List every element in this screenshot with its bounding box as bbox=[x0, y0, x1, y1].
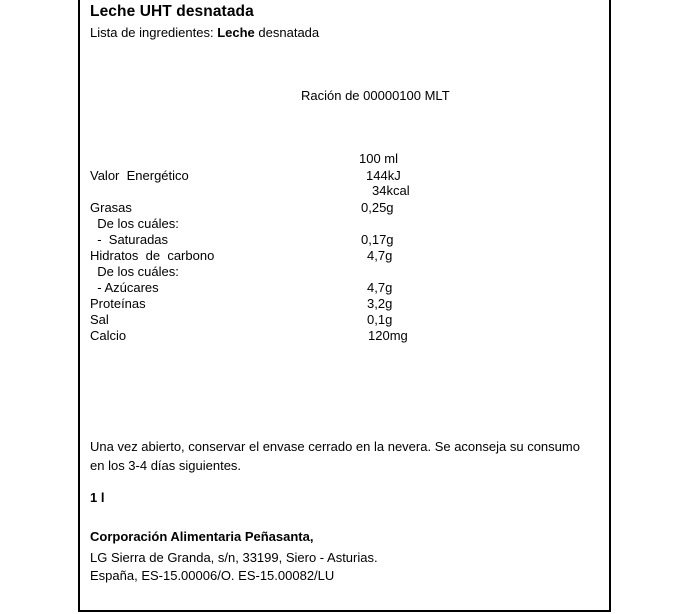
nutrition-label: - Saturadas bbox=[90, 232, 169, 247]
nutrition-column-header: 100 ml bbox=[359, 151, 399, 166]
nutrition-value: 0,25g bbox=[361, 200, 394, 215]
nutrition-label: De los cuáles: bbox=[90, 264, 179, 279]
nutrition-value: 0,1g bbox=[367, 312, 393, 327]
company-country-codes: España, ES-15.00006/O. ES-15.00082/LU bbox=[90, 568, 335, 583]
storage-note: Una vez abierto, conservar el envase cerrado en la nevera. Se aconseja su consumo en los 3-4 días siguientes. bbox=[90, 439, 580, 473]
nutrition-label: Hidratos de carbono bbox=[90, 248, 215, 263]
ingredients-line bbox=[90, 25, 319, 40]
nutrition-value: 0,17g bbox=[361, 232, 394, 247]
company-name: Corporación Alimentaria Peñasanta, bbox=[90, 529, 314, 544]
nutrition-label: - Azúcares bbox=[90, 280, 159, 295]
nutrition-value: 34kcal bbox=[372, 183, 410, 198]
nutrition-value: 4,7g bbox=[367, 248, 393, 263]
company-address: LG Sierra de Granda, s/n, 33199, Siero - Asturias. bbox=[90, 550, 378, 565]
nutrition-label: De los cuáles: bbox=[90, 216, 179, 231]
nutrition-label: Valor Energético bbox=[90, 168, 189, 183]
ingredients-bold: Leche bbox=[217, 25, 255, 40]
nutrition-label: Proteínas bbox=[90, 296, 146, 311]
ingredients-rest: desnatada bbox=[258, 25, 320, 40]
nutrition-value: 120mg bbox=[368, 328, 408, 343]
nutrition-label: Grasas bbox=[90, 200, 132, 215]
nutrition-value: 144kJ bbox=[366, 168, 401, 183]
product-title: Leche UHT desnatada bbox=[90, 3, 254, 20]
nutrition-label: Calcio bbox=[90, 328, 127, 343]
net-quantity: 1 l bbox=[90, 490, 105, 505]
ingredients-label: Lista de ingredientes: bbox=[90, 25, 214, 40]
serving-size: Ración de 00000100 MLT bbox=[301, 88, 450, 103]
nutrition-label: Sal bbox=[90, 312, 109, 327]
nutrition-value: 4,7g bbox=[367, 280, 393, 295]
nutrition-value: 3,2g bbox=[367, 296, 393, 311]
